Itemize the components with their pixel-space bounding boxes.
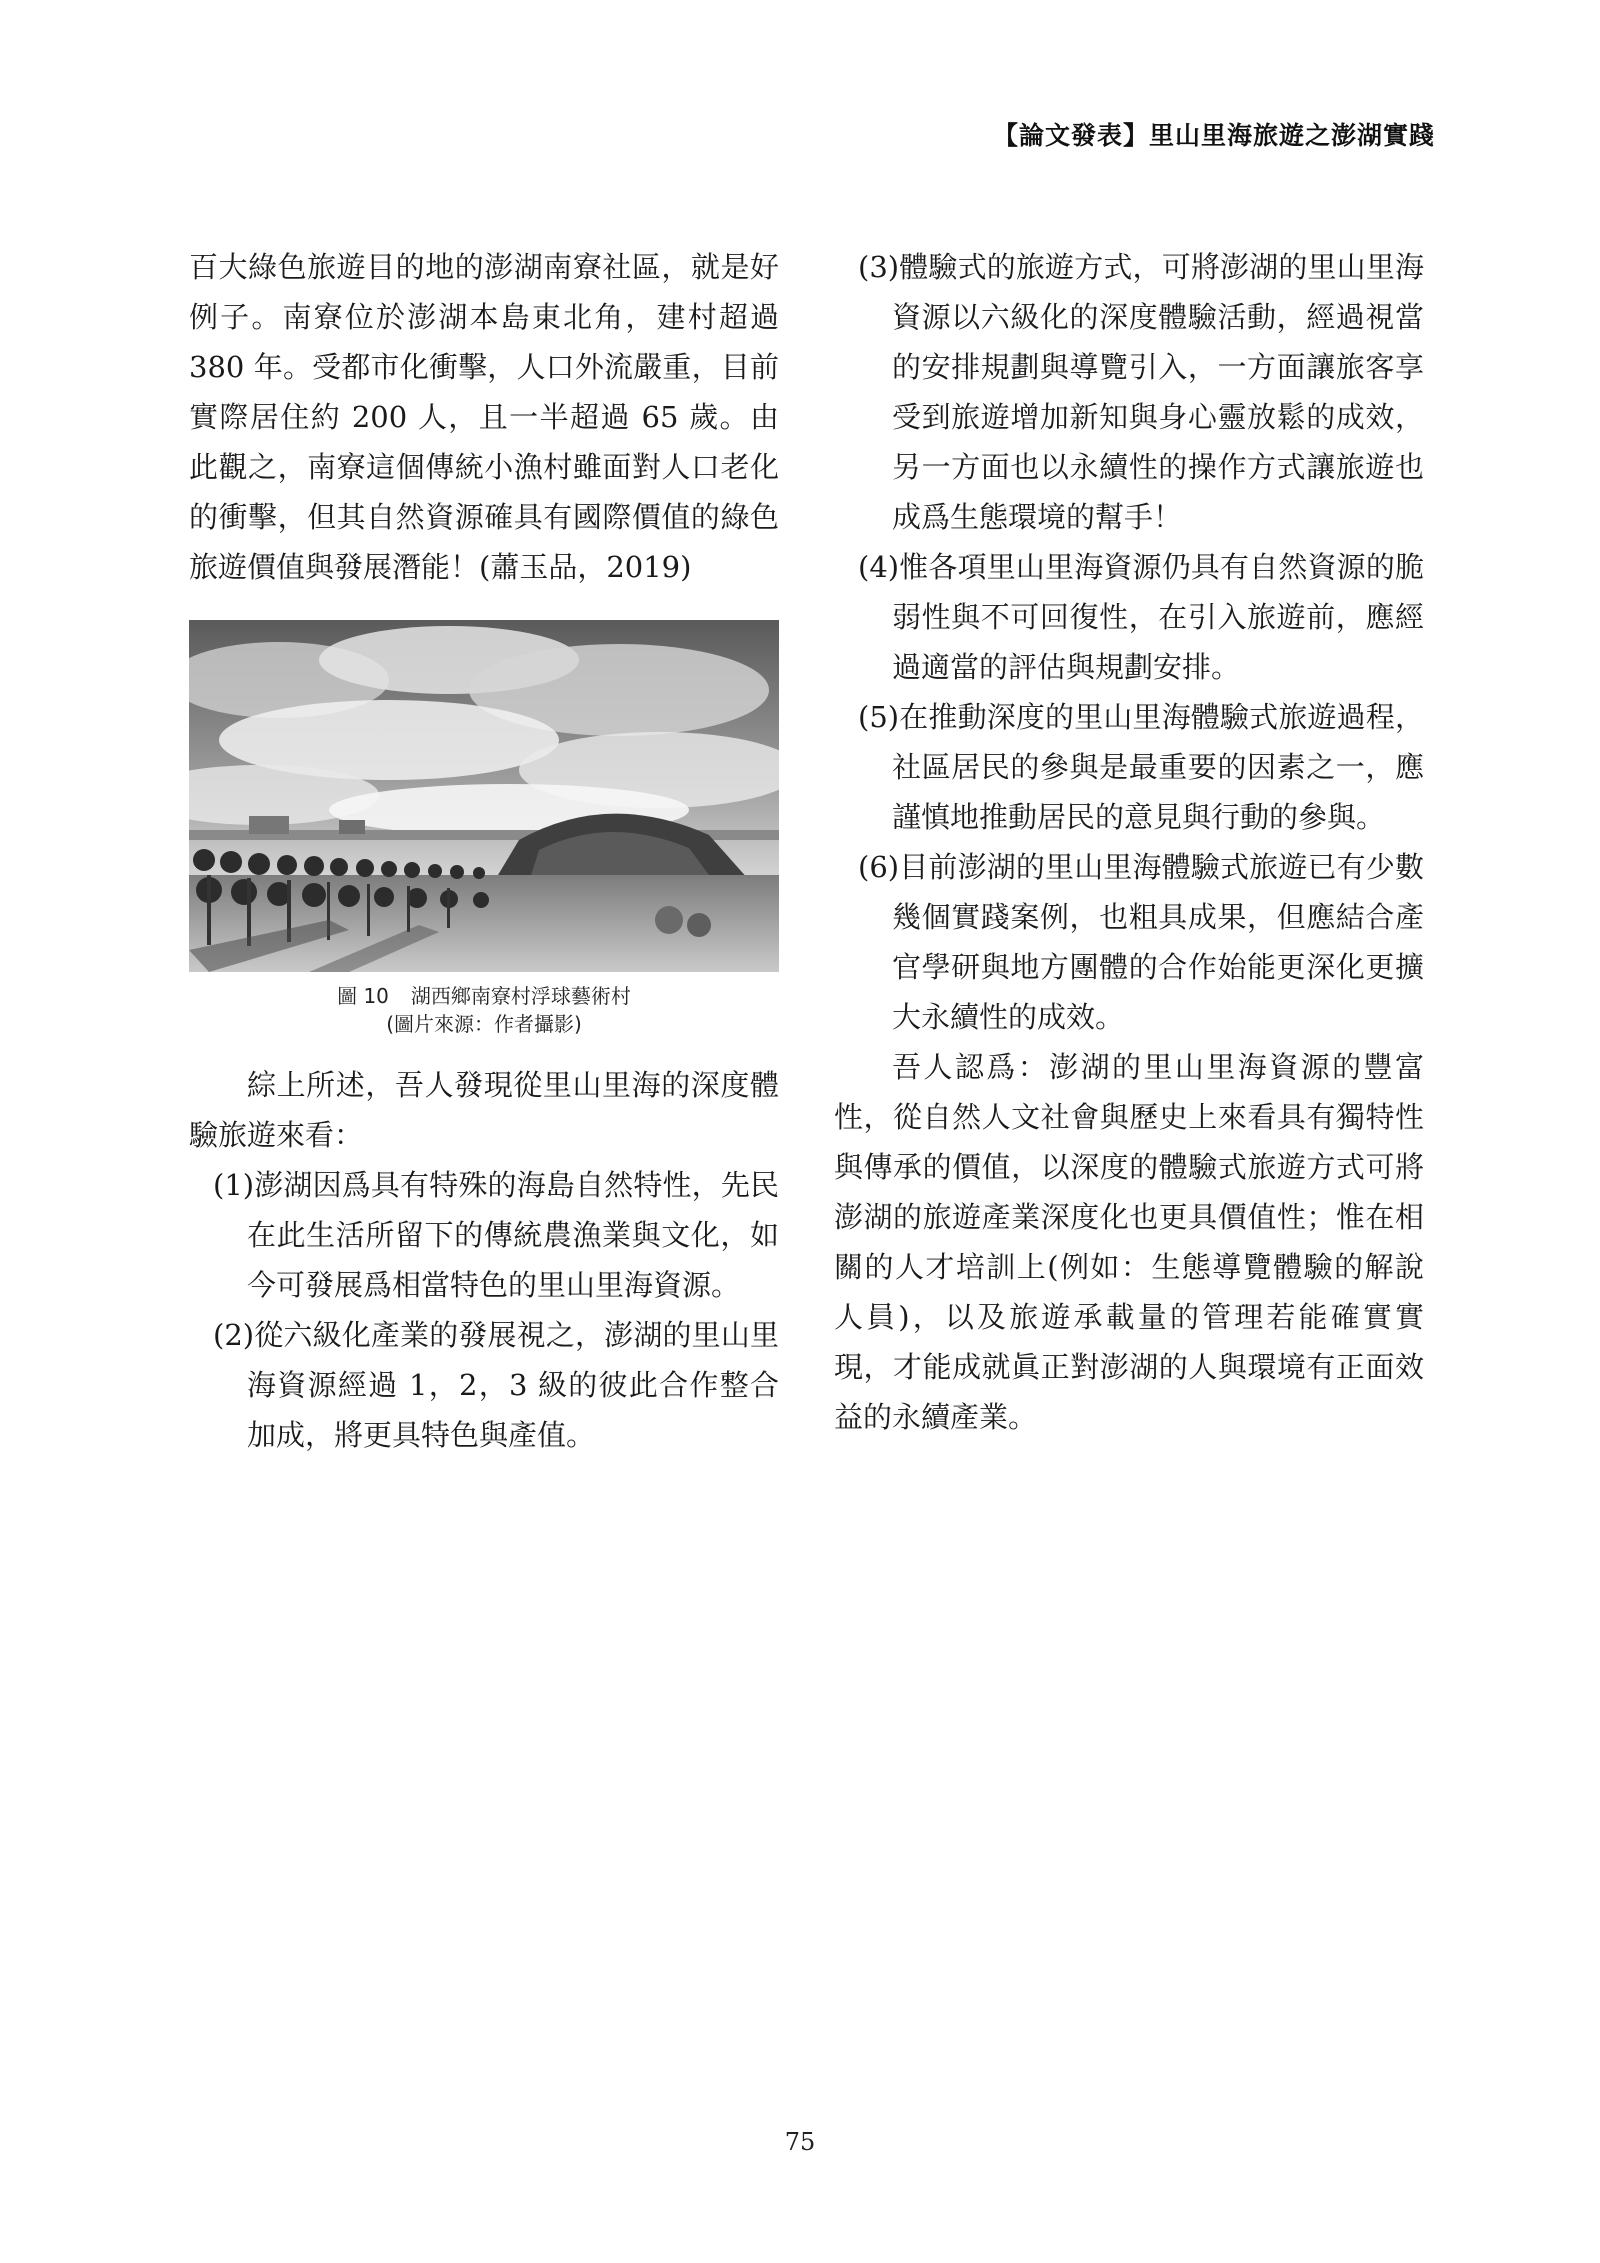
intro-paragraph: 百大綠色旅遊目的地的澎湖南寮社區，就是好例子。南寮位於澎湖本島東北角，建村超過 380 年。受都市化衝擊，人口外流嚴重，目前實際居住約 200 人，且一半超過 65 歲。由此觀之，南寮這個傳統小漁村雖面對人口老化的衝擊，但其自然資源確具有國際價值的綠色旅遊價值與發展潛能！(蕭玉品，2019): [189, 250, 779, 584]
list-item: (2)從六級化產業的發展視之，澎湖的里山里海資源經過 1，2，3 級的彼此合作整合加成，將更具特色與產值。: [213, 1318, 779, 1452]
left-column: [189, 242, 779, 1460]
figure-10: [189, 620, 779, 1038]
list-item: (1)澎湖因爲具有特殊的海島自然特性，先民在此生活所留下的傳統農漁業與文化，如今可發展爲相當特色的里山里海資源。: [213, 1168, 779, 1302]
summary-paragraph: 綜上所述，吾人發現從里山里海的深度體驗旅遊來看：: [189, 1068, 779, 1152]
running-title: 【論文發表】里山里海旅遊之澎湖實踐: [992, 121, 1435, 150]
figure-caption: [189, 982, 779, 1010]
conclusion-paragraph: 吾人認爲：澎湖的里山里海資源的豐富性，從自然人文社會與歷史上來看具有獨特性與傳承的價值，以深度的體驗式旅遊方式可將澎湖的旅遊產業深度化也更具價值性；惟在相關的人才培訓上(例如：生態導覽體驗的解說人員)，以及旅遊承載量的管理若能確實實現，才能成就眞正對澎湖的人與環境有正面效益的永續產業。: [834, 1050, 1424, 1434]
list-item: (6)目前澎湖的里山里海體驗式旅遊已有少數幾個實踐案例，也粗具成果，但應結合產官學研與地方團體的合作始能更深化更擴大永續性的成效。: [858, 850, 1424, 1034]
figure-photo: [189, 620, 779, 972]
list-item: (5)在推動深度的里山里海體驗式旅遊過程，社區居民的參與是最重要的因素之一，應謹慎地推動居民的意見與行動的參與。: [858, 700, 1424, 834]
page-number: 75: [784, 2128, 816, 2156]
right-column: [834, 242, 1424, 1442]
figure-title: 湖西鄉南寮村浮球藝術村: [410, 984, 631, 1008]
list-item: (4)惟各項里山里海資源仍具有自然資源的脆弱性與不可回復性，在引入旅遊前，應經過適當的評估與規劃安排。: [858, 550, 1424, 684]
list-item: (3)體驗式的旅遊方式，可將澎湖的里山里海資源以六級化的深度體驗活動，經過視當的安排規劃與導覽引入，一方面讓旅客享受到旅遊增加新知與身心靈放鬆的成效，另一方面也以永續性的操作方式讓旅遊也成爲生態環境的幫手！: [858, 250, 1424, 534]
figure-number: 圖 10: [337, 984, 389, 1008]
figure-source: (圖片來源：作者攝影): [386, 1012, 582, 1036]
